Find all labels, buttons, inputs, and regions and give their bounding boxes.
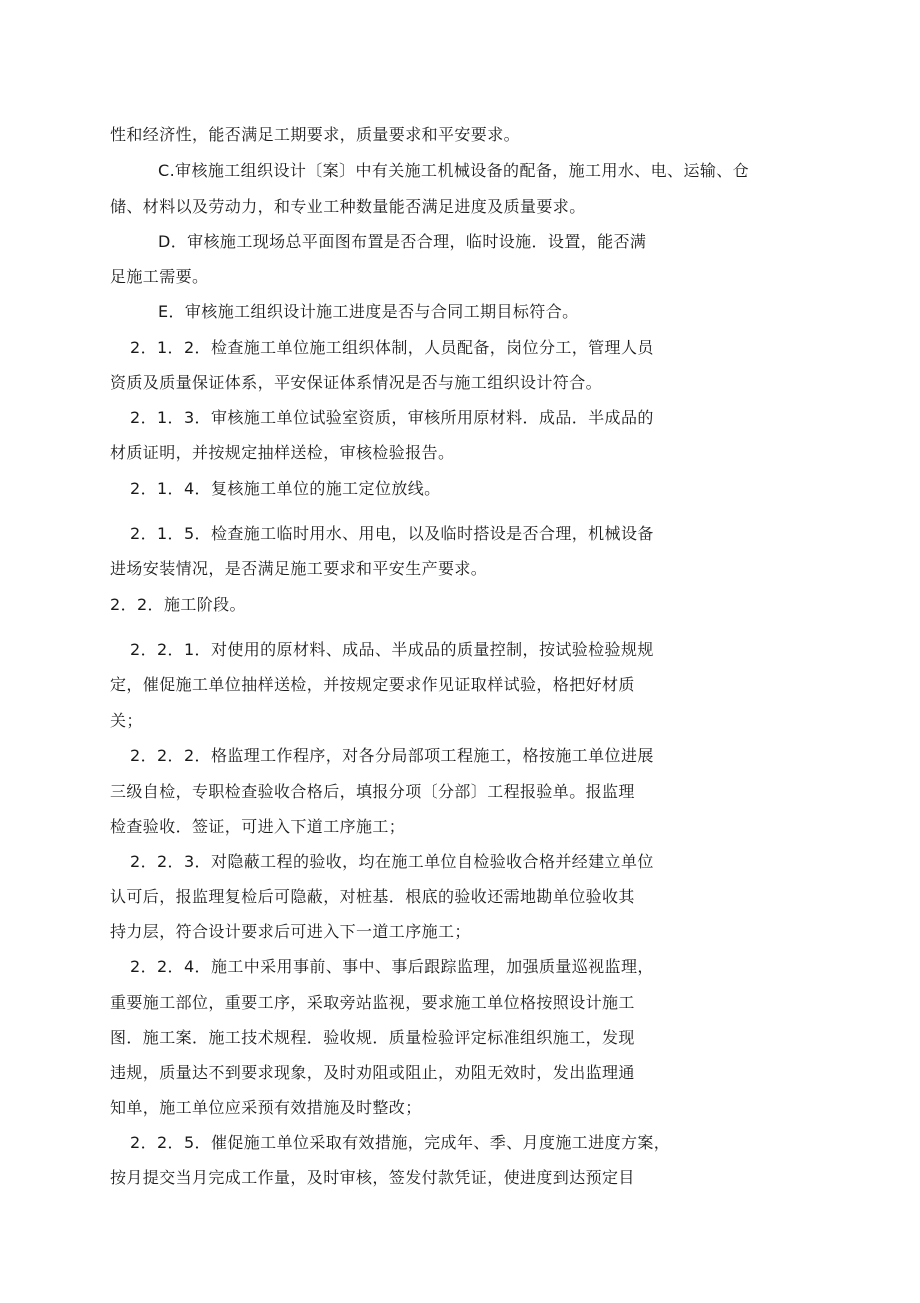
text-line: 2．2．2．格监理工作程序，对各分局部项工程施工，格按施工单位进展 xyxy=(130,746,654,765)
text-line: E．审核施工组织设计施工进度是否与合同工期目标符合。 xyxy=(158,302,579,321)
text-line: 储、材料以及劳动力，和专业工种数量能否满足进度及质量要求。 xyxy=(110,197,586,216)
text-line: 按月提交当月完成工作量，及时审核，签发付款凭证，使进度到达预定目 xyxy=(110,1168,635,1187)
text-line: 检查验收．签证，可进入下道工序施工； xyxy=(110,817,406,836)
text-line: 2．1．5．检查施工临时用水、用电，以及临时搭设是否合理，机械设备 xyxy=(130,524,654,543)
text-line: 材质证明，并按规定抽样送检，审核检验报告。 xyxy=(110,443,455,462)
text-line: 资质及质量保证体系，平安保证体系情况是否与施工组织设计符合。 xyxy=(110,373,603,392)
text-line: 2．1．3．审核施工单位试验室资质，审核所用原材料．成品．半成品的 xyxy=(130,408,654,427)
text-line: C.审核施工组织设计〔案〕中有关施工机械设备的配备，施工用水、电、运输、仓 xyxy=(158,161,750,180)
text-line: 2．1．4．复核施工单位的施工定位放线。 xyxy=(130,479,441,498)
text-line: 图．施工案．施工技术规程．验收规．质量检验评定标准组织施工，发现 xyxy=(110,1028,635,1047)
text-line: 进场安装情况，是否满足施工要求和平安生产要求。 xyxy=(110,559,488,578)
text-line: D．审核施工现场总平面图布置是否合理，临时设施．设置，能否满 xyxy=(158,232,647,251)
text-line: 持力层，符合设计要求后可进入下一道工序施工； xyxy=(110,922,471,941)
text-line: 三级自检，专职检查验收合格后，填报分项〔分部〕工程报验单。报监理 xyxy=(110,782,635,801)
text-line: 2．2．4．施工中采用事前、事中、事后跟踪监理，加强质量巡视监理， xyxy=(130,957,654,976)
text-line: 认可后，报监理复检后可隐蔽，对桩基．根底的验收还需地勘单位验收其 xyxy=(110,887,635,906)
text-line: 重要施工部位，重要工序，采取旁站监视，要求施工单位格按照设计施工 xyxy=(110,993,635,1012)
text-line: 关； xyxy=(110,711,143,730)
text-line: 2．2．3．对隐蔽工程的验收，均在施工单位自检验收合格并经建立单位 xyxy=(130,852,654,871)
text-line: 足施工需要。 xyxy=(110,267,209,286)
text-line: 2．1．2．检查施工单位施工组织体制，人员配备，岗位分工，管理人员 xyxy=(130,338,654,357)
text-line: 2．2．5．催促施工单位采取有效措施，完成年、季、月度施工进度方案， xyxy=(130,1133,671,1152)
text-line: 知单，施工单位应采预有效措施及时整改； xyxy=(110,1098,422,1117)
text-line: 2．2．1．对使用的原材料、成品、半成品的质量控制，按试验检验规规 xyxy=(130,640,654,659)
section-heading: 2．2．施工阶段。 xyxy=(110,595,246,614)
text-line: 性和经济性，能否满足工期要求，质量要求和平安要求。 xyxy=(110,125,521,144)
text-line: 定，催促施工单位抽样送检，并按规定要求作见证取样试验，格把好材质 xyxy=(110,675,635,694)
text-line: 违规，质量达不到要求现象，及时劝阻或阻止，劝阻无效时，发出监理通 xyxy=(110,1063,635,1082)
